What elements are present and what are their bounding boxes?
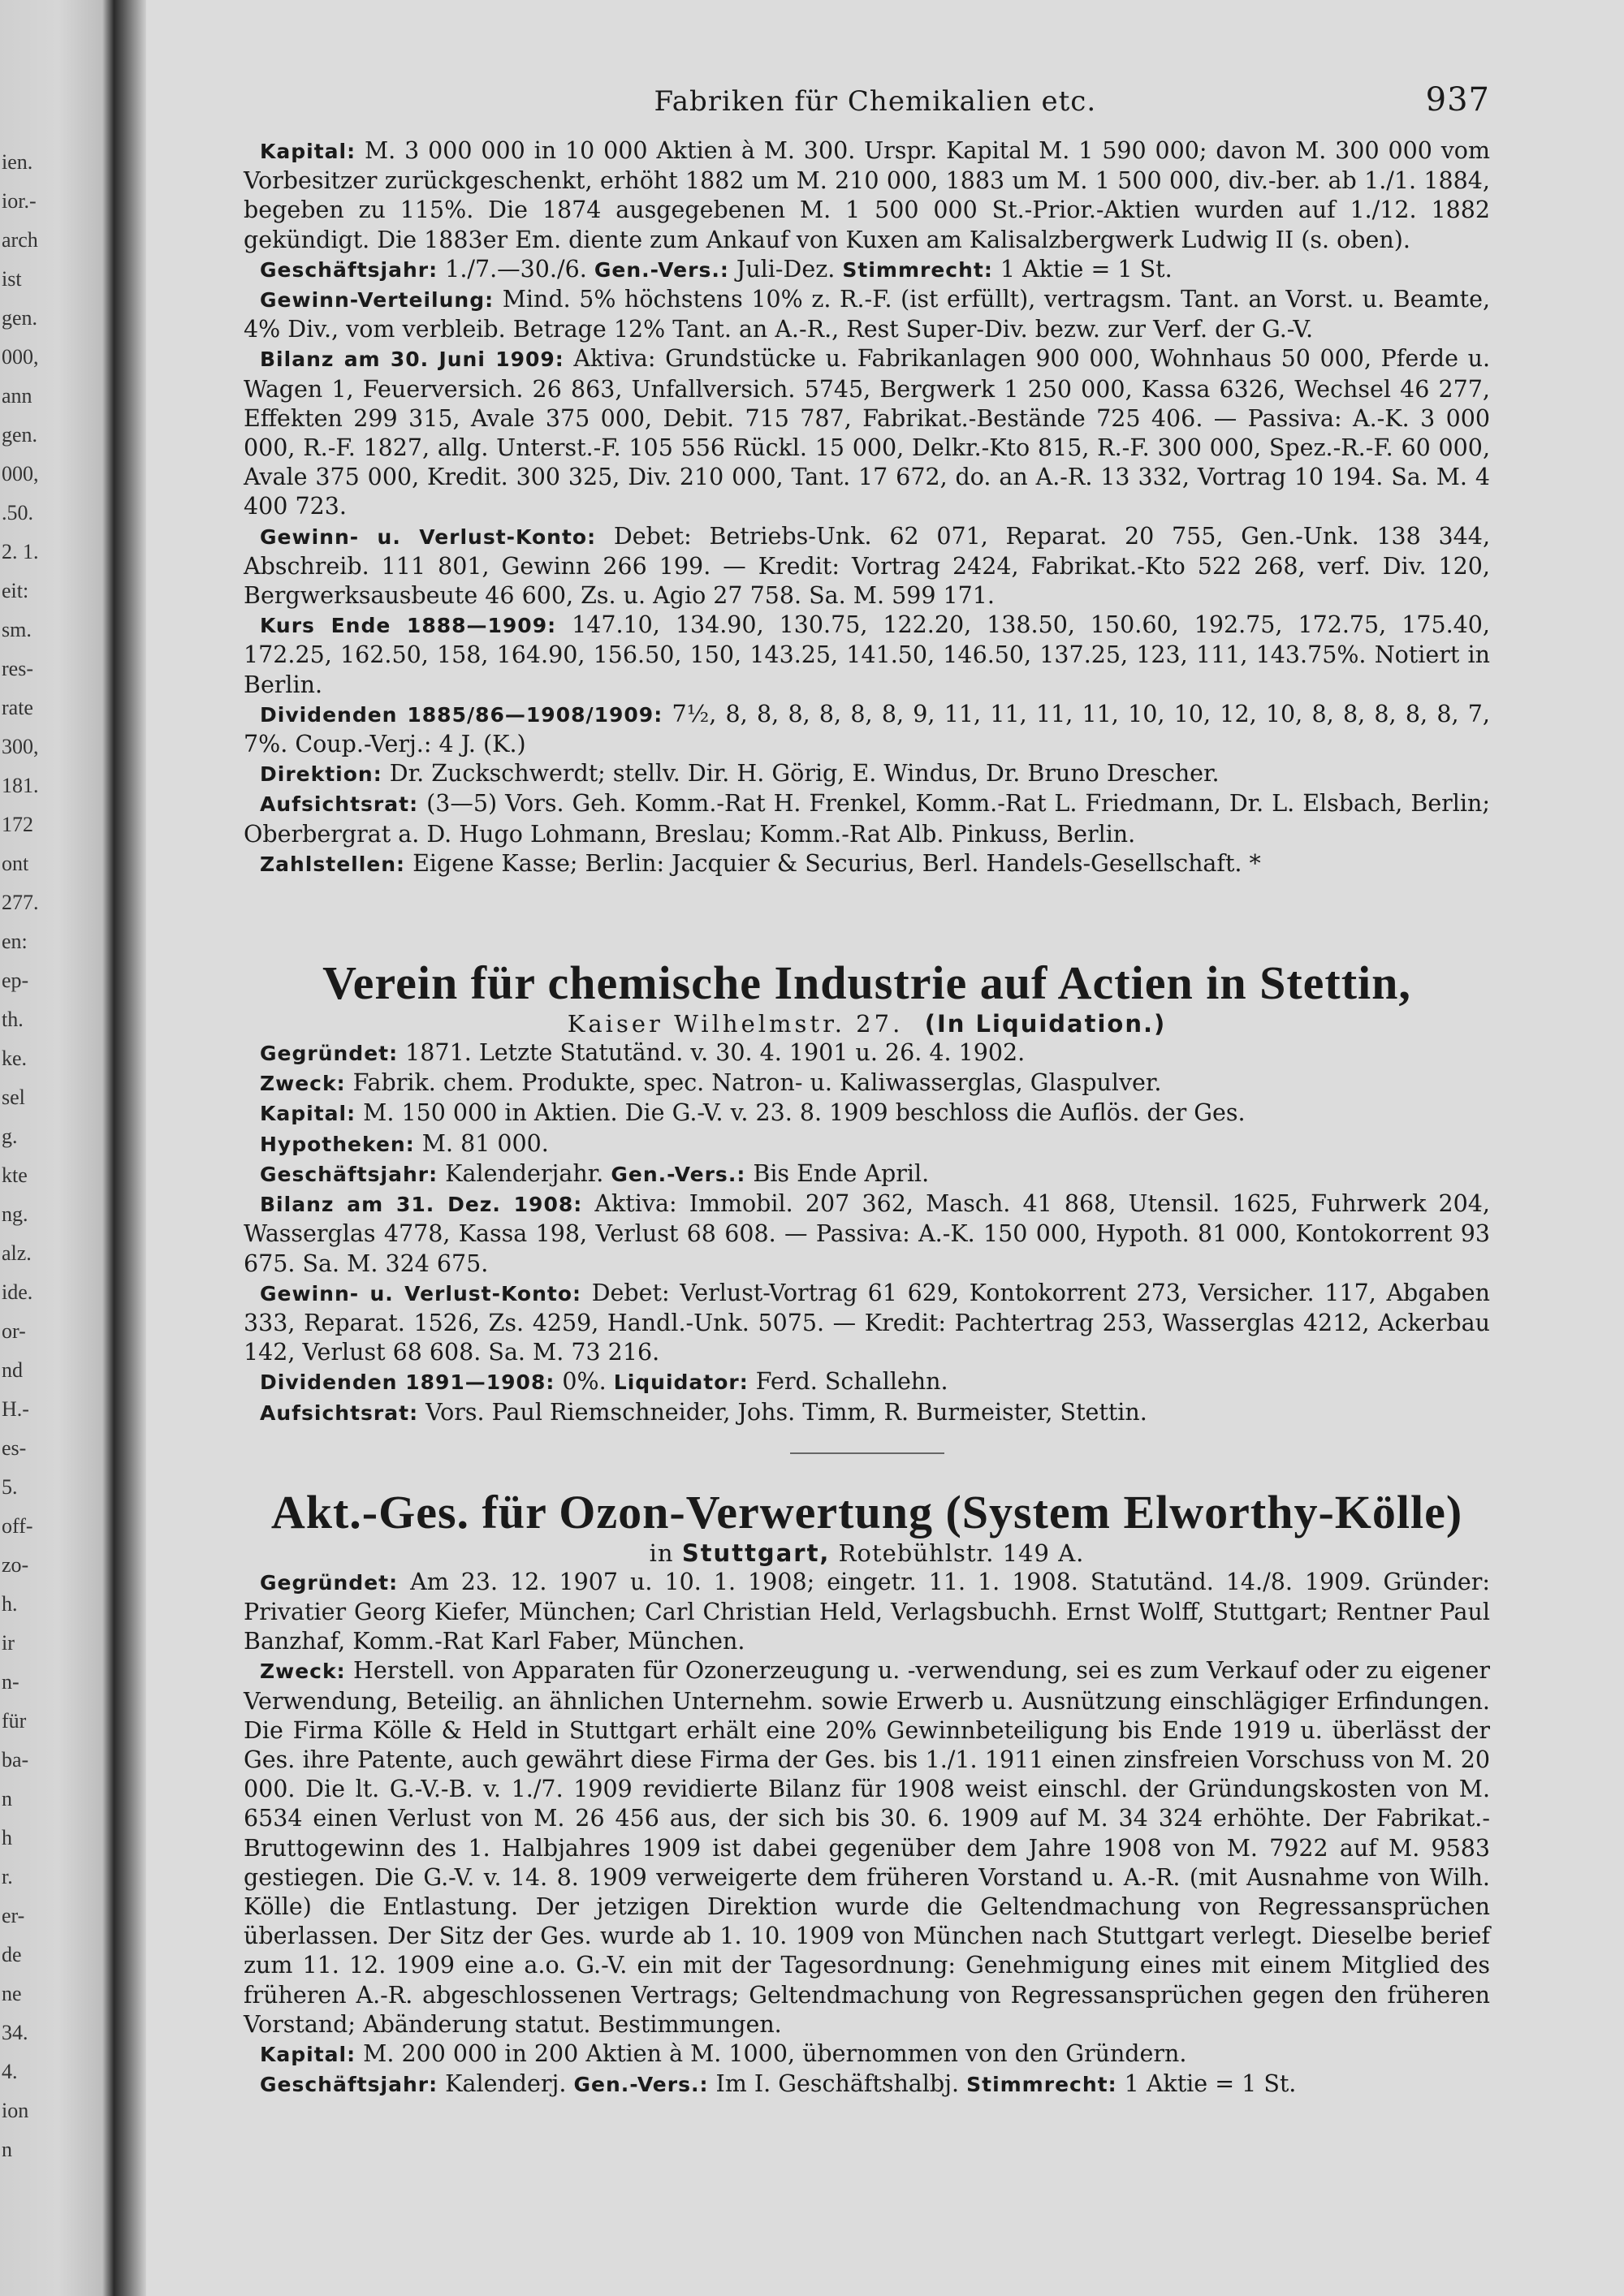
entry-text: Fabrik. chem. Produkte, spec. Natron- u. Kaliwasserglas, Glaspulver. <box>345 1069 1162 1097</box>
margin-fragment: ist <box>2 267 22 291</box>
entry-text: Vors. Paul Riemschneider, Johs. Timm, R. Burmeister, Stettin. <box>418 1398 1147 1426</box>
entry-paragraph <box>244 1656 1490 2039</box>
entry-label: Kapital: <box>260 140 356 163</box>
margin-fragment: gen. <box>2 423 38 447</box>
margin-fragment: ann <box>2 384 32 408</box>
entry-paragraph <box>244 285 1490 344</box>
entry-label: Kapital: <box>260 1102 356 1126</box>
margin-fragment: ien. <box>2 150 33 174</box>
entry-paragraph <box>244 344 1490 521</box>
section-chemische-fabrik <box>244 136 1490 879</box>
margin-fragment: ont <box>2 852 29 875</box>
entry-text: 1./7.—30./6. <box>438 255 594 283</box>
entry-label: Direktion: <box>260 762 382 787</box>
entry-label: Gewinn- u. Verlust-Konto: <box>260 1281 581 1306</box>
entry-text: 1 Aktie = 1 St. <box>992 255 1173 283</box>
margin-fragment: sm. <box>2 618 32 641</box>
entry-paragraph <box>244 1038 1490 1068</box>
margin-fragment: kte <box>2 1163 28 1187</box>
margin-fragment: 277. <box>2 891 39 914</box>
entry-paragraph <box>244 759 1490 789</box>
margin-fragment: n <box>2 1787 12 1810</box>
margin-fragment: 5. <box>2 1475 18 1499</box>
entry-label: Gewinn-Verteilung: <box>260 288 495 313</box>
margin-fragment: h <box>2 1826 12 1849</box>
entry-text: Dr. Zuckschwerdt; stellv. Dir. H. Görig, E. Windus, Dr. Bruno Drescher. <box>382 760 1220 788</box>
entry-label: Hypotheken: <box>260 1132 415 1156</box>
margin-fragment: en: <box>2 930 28 953</box>
margin-fragment: 2. 1. <box>2 540 39 563</box>
margin-fragment: ng. <box>2 1202 28 1226</box>
entry-paragraph <box>244 849 1490 879</box>
margin-fragment: res- <box>2 657 33 680</box>
entry-text: Mind. 5% höchstens 10% z. R.-F. (ist erfüllt), vertragsm. Tant. an Vorst. u. Beamte, 4% Div., vom verbleib. Betrage 12% Tant. an A.-R., Rest Super-Div. bezw. zur Verf. der G.-V. <box>244 286 1490 343</box>
left-page-margin <box>0 0 146 2296</box>
location-street: Rotebühlstr. 149 A. <box>830 1539 1085 1567</box>
entry-text: Im I. Geschäftshalbj. <box>708 2070 967 2098</box>
margin-fragment: 000, <box>2 462 39 486</box>
entry-paragraph <box>244 1568 1490 1657</box>
entry-text: Kalenderj. <box>438 2070 574 2098</box>
entry-text: M. 200 000 in 200 Aktien à M. 1000, übernommen von den Gründern. <box>356 2039 1187 2067</box>
margin-fragment: eit: <box>2 579 29 602</box>
margin-fragment: ide. <box>2 1280 33 1304</box>
margin-fragment: 000, <box>2 345 39 369</box>
margin-fragment: th. <box>2 1008 24 1031</box>
margin-fragment: n <box>2 2138 12 2161</box>
entry-text: Juli-Dez. <box>728 255 843 283</box>
margin-fragment: sel <box>2 1085 25 1109</box>
margin-fragment: ir <box>2 1631 15 1655</box>
entry-paragraph <box>244 1367 1490 1397</box>
margin-fragment: 181. <box>2 774 39 797</box>
margin-fragment: n- <box>2 1670 19 1694</box>
section-address-stettin <box>244 1009 1490 1038</box>
margin-fragment: ne <box>2 1982 22 2005</box>
margin-fragment: alz. <box>2 1241 32 1265</box>
margin-fragment: ep- <box>2 969 29 992</box>
entry-text: Debet: Betriebs-Unk. 62 071, Reparat. 20 755, Gen.-Unk. 138 344, Abschreib. 111 801, Gewinn 266 199. — Kredit: Vortrag 2424, Fabrikat.-Kto 522 268, verf. Div. 120, Bergwerksausbeute 46 600, Zs. u. Agio 27 758. Sa. M. 599 171. <box>244 522 1490 610</box>
entry-text: Kalenderjahr. <box>438 1159 611 1187</box>
entry-label: Stimmrecht: <box>842 257 993 282</box>
margin-fragment: de <box>2 1943 22 1966</box>
entry-text: M. 3 000 000 in 10 000 Aktien à M. 300. Urspr. Kapital M. 1 590 000; davon M. 300 000 vom Vorbesitzer zurückgeschenkt, erhöht 1882 um M. 210 000, 1883 um M. 1 500 000, div.-ber. ab 1./1. 1884, begeben zu 115%. Die 1874 ausgegebenen M. 1 500 000 St.-Prior.-Aktien wurden auf 1./12. 1882 gekündigt. Die 1883er Em. diente zum Ankauf von Kuxen am Kalisalzbergwerk Ludwig II (s. oben). <box>244 137 1490 253</box>
entry-paragraph <box>244 2069 1490 2100</box>
margin-fragment: ior.- <box>2 189 37 213</box>
entry-paragraph <box>244 700 1490 759</box>
margin-fragment: nd <box>2 1358 23 1382</box>
entry-text: M. 150 000 in Aktien. Die G.-V. v. 23. 8. 1909 beschloss die Auflös. der Ges. <box>356 1099 1246 1127</box>
margin-fragment: er- <box>2 1904 25 1927</box>
entry-text: (3—5) Vors. Geh. Komm.-Rat H. Frenkel, Komm.-Rat L. Friedmann, Dr. L. Elsbach, Berlin; Oberbergrat a. D. Hugo Lohmann, Breslau; Komm.-Rat Alb. Pinkuss, Berlin. <box>244 790 1490 848</box>
margin-fragment: H.- <box>2 1397 29 1421</box>
entry-label: Geschäftsjahr: <box>260 2073 438 2097</box>
entry-label: Gewinn- u. Verlust-Konto: <box>260 524 597 549</box>
margin-fragment: 172 <box>2 813 33 836</box>
margin-fragment: ba- <box>2 1748 29 1772</box>
entry-text: Aktiva: Grundstücke u. Fabrikanlagen 900 000, Wohnhaus 50 000, Pferde u. Wagen 1, Feuerversich. 26 863, Unfallversich. 5745, Bergwerk 1 250 000, Kassa 6326, Wechsel 46 277, Effekten 299 315, Avale 375 000, Debit. 715 787, Fabrikat.-Bestände 725 406. — Passiva: A.-K. 3 000 000, R.-F. 1827, allg. Unterst.-F. 105 556 Rückl. 15 000, Delkr.-Kto 815, R.-F. 300 000, Spez.-R.-F. 60 000, Avale 375 000, Kredit. 300 325, Div. 210 000, Tant. 17 672, do. an A.-R. 13 332, Vortrag 10 194. Sa. M. 4 400 723. <box>244 345 1491 520</box>
margin-fragment: zo- <box>2 1553 29 1577</box>
entry-label: Gegründet: <box>260 1570 399 1595</box>
margin-fragment: ke. <box>2 1047 28 1070</box>
entry-paragraph <box>244 255 1490 285</box>
running-head-title: Fabriken für Chemikalien etc. <box>654 85 1097 118</box>
location-city: Stuttgart, <box>681 1539 831 1567</box>
entry-text: M. 81 000. <box>414 1129 549 1157</box>
entry-paragraph <box>244 611 1490 700</box>
entry-label: Kapital: <box>260 2042 356 2066</box>
page-number: 937 <box>1425 81 1490 119</box>
entry-text: Aktiva: Immobil. 207 362, Masch. 41 868, Utensil. 1625, Fuhrwerk 204, Wasserglas 4778, Kassa 198, Verlust 68 608. — Passiva: A.-K. 150 000, Hypoth. 81 000, Kontokorrent 93 675. Sa. M. 324 675. <box>244 1190 1490 1277</box>
entry-text: 147.10, 134.90, 130.75, 122.20, 138.50, 150.60, 192.75, 172.75, 175.40, 172.25, 162.50, 158, 164.90, 156.50, 150, 143.25, 141.50, 146.50, 137.25, 123, 111, 143.75%. Notiert in Berlin. <box>244 611 1490 698</box>
entry-label: Bilanz am 30. Juni 1909: <box>260 347 564 372</box>
entry-paragraph <box>244 1159 1490 1189</box>
entry-text: 0%. <box>555 1368 614 1396</box>
section-heading-stettin: Verein für chemische Industrie auf Actien in Stettin, <box>322 956 1411 1010</box>
section-ozon-verwertung <box>244 1568 1490 2100</box>
entry-label: Geschäftsjahr: <box>260 257 438 282</box>
margin-fragment: arch <box>2 228 38 252</box>
entry-label: Dividenden 1885/86—1908/1909: <box>260 702 663 727</box>
entry-text: Herstell. von Apparaten für Ozonerzeugung u. -verwendung, sei es zum Verkauf oder zu eigener Verwendung, Beteilig. an ähnlichen Unternehm. sowie Erwerb u. Ausnützung einschlägiger Erfindungen. Die Firma Kölle & Held in Stuttgart erhält eine 20% Gewinnbeteiligung bis Ende 1919 u. überlässt der Ges. ihre Patente, auch gewährt diese Firma der Ges. bis 1./1. 1911 einen zinsfreien Vorschuss von M. 20 000. Die lt. G.-V.-B. v. 1./7. 1909 revidierte Bilanz für 1908 weist einschl. der Gründungskosten von M. 6534 einen Verlust von M. 26 456 aus, der sich bis 30. 6. 1909 auf M. 34 324 erhöhte. Der Fabrikat.-Bruttogewinn des 1. Halbjahres 1909 ist dabei gegenüber dem Jahre 1908 von M. 7922 auf M. 9583 gestiegen. Die G.-V. v. 14. 8. 1909 verweigerte dem früheren Vorstand u. A.-R. (mit Ausnahme von Wilh. Kölle) die Entlastung. Der jetzigen Direktion wurde die Geltendmachung von Regressansprüchen überlassen. Der Sitz der Ges. wurde ab 1. 10. 1909 von München nach Stuttgart verlegt. Dieselbe berief zum 11. 12. 1909 eine a.o. G.-V. ein mit der Tagesordnung: Genehmigung eines mit einem Mitglied des früheren A.-R. abgeschlossenen Vertrags; Geltendmachung von Regressansprüchen gegen den früheren Vorstand; Abänderung statut. Bestimmungen. <box>244 1657 1490 2038</box>
entry-paragraph <box>244 1279 1490 1368</box>
section-divider <box>790 1452 944 1454</box>
entry-text: 1871. Letzte Statutänd. v. 30. 4. 1901 u. 26. 4. 1902. <box>398 1039 1026 1067</box>
entry-paragraph <box>244 1129 1490 1159</box>
margin-fragment: für <box>2 1709 27 1733</box>
margin-fragment: g. <box>2 1124 18 1148</box>
entry-paragraph <box>244 2039 1490 2069</box>
entry-label: Zweck: <box>260 1659 346 1684</box>
entry-paragraph <box>244 1189 1490 1279</box>
section-location-ozon <box>244 1539 1490 1568</box>
section-verein-chemische-industrie <box>244 1038 1490 1428</box>
entry-label: Gen.-Vers.: <box>611 1162 746 1186</box>
margin-fragment: rate <box>2 696 33 719</box>
running-head <box>244 81 1490 119</box>
margin-fragment: h. <box>2 1592 18 1616</box>
entry-label: Bilanz am 31. Dez. 1908: <box>260 1193 583 1217</box>
margin-fragment: ion <box>2 2099 29 2122</box>
entry-label: Dividenden 1891—1908: <box>260 1370 555 1395</box>
entry-paragraph <box>244 789 1490 848</box>
entry-label: Gen.-Vers.: <box>573 2073 709 2097</box>
entry-text: Bis Ende April. <box>745 1159 930 1187</box>
entry-paragraph <box>244 1398 1490 1428</box>
entry-text: Debet: Verlust-Vortrag 61 629, Kontokorrent 273, Versicher. 117, Abgaben 333, Reparat. 1526, Zs. 4259, Handl.-Unk. 5075. — Kredit: Pachtertrag 253, Wasserglas 4212, Ackerbau 142, Verlust 68 608. Sa. M. 73 216. <box>244 1279 1490 1366</box>
entry-paragraph <box>244 1098 1490 1129</box>
entry-paragraph <box>244 136 1490 255</box>
entry-text: 7½, 8, 8, 8, 8, 8, 8, 9, 11, 11, 11, 11, 10, 10, 12, 10, 8, 8, 8, 8, 8, 7, 7%. Coup.-Verj.: 4 J. (K.) <box>244 700 1490 758</box>
margin-fragment: .50. <box>2 501 33 524</box>
document-page <box>244 81 1490 2100</box>
entry-paragraph <box>244 522 1490 611</box>
margin-fragment: 34. <box>2 2021 28 2044</box>
address-text: Kaiser Wilhelmstr. 27. <box>567 1010 904 1038</box>
entry-paragraph <box>244 1068 1490 1098</box>
entry-label: Aufsichtsrat: <box>260 1400 419 1425</box>
entry-text: Am 23. 12. 1907 u. 10. 1. 1908; eingetr. 11. 1. 1908. Statutänd. 14./8. 1909. Gründer: Privatier Georg Kiefer, München; Carl Christian Held, Verlagsbuchh. Ernst Wolff, Stuttgart; Rentner Paul Banzhaf, Komm.-Rat Karl Faber, München. <box>244 1568 1490 1655</box>
entry-label: Aufsichtsrat: <box>260 792 419 817</box>
margin-fragment: or- <box>2 1319 26 1343</box>
location-prefix: in <box>649 1539 682 1567</box>
entry-label: Kurs Ende 1888—1909: <box>260 614 557 638</box>
section-heading-ozon: Akt.-Ges. für Ozon-Verwertung (System Elworthy-Kölle) <box>270 1485 1463 1539</box>
margin-fragment: gen. <box>2 306 38 330</box>
entry-label: Stimmrecht: <box>966 2073 1117 2097</box>
margin-fragment: 4. <box>2 2060 18 2083</box>
entry-label: Zahlstellen: <box>260 852 406 876</box>
entry-text: Ferd. Schallehn. <box>748 1368 948 1396</box>
entry-text: 1 Aktie = 1 St. <box>1116 2070 1297 2098</box>
entry-label: Gen.-Vers.: <box>594 257 729 282</box>
margin-fragment: r. <box>2 1865 13 1888</box>
entry-label: Zweck: <box>260 1072 346 1096</box>
entry-label: Geschäftsjahr: <box>260 1162 438 1186</box>
liquidation-status: (In Liquidation.) <box>924 1010 1167 1038</box>
entry-label: Liquidator: <box>613 1370 749 1395</box>
entry-text: Eigene Kasse; Berlin: Jacquier & Securius, Berl. Handels-Gesellschaft. * <box>405 849 1261 877</box>
margin-fragment: off- <box>2 1514 33 1538</box>
margin-fragment: 300, <box>2 735 39 758</box>
entry-label: Gegründet: <box>260 1042 399 1066</box>
margin-fragment: es- <box>2 1436 27 1460</box>
